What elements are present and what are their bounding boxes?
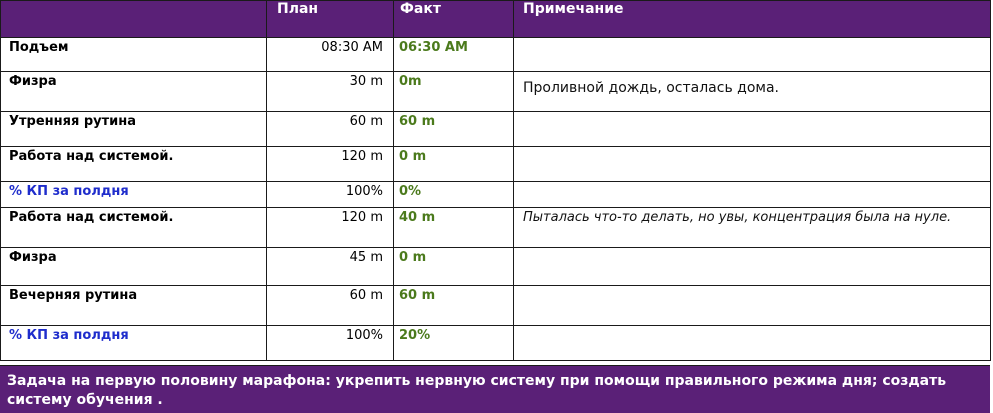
plan-cell[interactable] xyxy=(267,208,394,248)
note-cell[interactable] xyxy=(514,326,991,361)
fact-cell[interactable] xyxy=(394,72,514,112)
note-cell[interactable] xyxy=(514,286,991,326)
fact-value: 20% xyxy=(399,328,431,343)
note-text xyxy=(514,38,990,40)
table-row xyxy=(1,38,991,72)
activity-cell[interactable] xyxy=(1,286,267,326)
activity-name: % КП за полдня xyxy=(9,184,129,199)
plan-value: 30 m xyxy=(349,74,383,89)
plan-cell[interactable] xyxy=(267,147,394,182)
activity-name: Подъем xyxy=(9,40,69,55)
fact-value: 60 m xyxy=(399,288,436,303)
plan-value: 60 m xyxy=(349,114,383,129)
activity-cell[interactable] xyxy=(1,72,267,112)
plan-value: 120 m xyxy=(341,210,383,225)
activity-name: Вечерняя рутина xyxy=(9,288,138,303)
fact-value: 60 m xyxy=(399,114,436,129)
plan-value: 45 m xyxy=(349,250,383,265)
note-text xyxy=(514,326,990,328)
plan-cell[interactable] xyxy=(267,248,394,286)
activity-cell[interactable] xyxy=(1,147,267,182)
fact-value: 06:30 AM xyxy=(399,40,468,55)
note-cell[interactable] xyxy=(514,208,991,248)
activity-cell[interactable] xyxy=(1,182,267,208)
activity-name: Физра xyxy=(9,250,57,265)
note-text: Пыталась что-то делать, но увы, концентрация была на нуле. xyxy=(523,210,952,225)
table-row xyxy=(1,286,991,326)
fact-cell[interactable] xyxy=(394,208,514,248)
table-row xyxy=(1,112,991,147)
table-row xyxy=(1,182,991,208)
fact-cell[interactable] xyxy=(394,38,514,72)
activity-cell[interactable] xyxy=(1,326,267,361)
header-note: Примечание xyxy=(514,1,991,38)
plan-value: 120 m xyxy=(341,149,383,164)
activity-name: Работа над системой. xyxy=(9,210,174,225)
fact-cell[interactable] xyxy=(394,248,514,286)
activity-cell[interactable] xyxy=(1,208,267,248)
plan-cell[interactable] xyxy=(267,38,394,72)
activity-cell[interactable] xyxy=(1,38,267,72)
activity-name: Физра xyxy=(9,74,57,89)
plan-value: 100% xyxy=(345,328,383,343)
note-text xyxy=(514,286,990,288)
fact-cell[interactable] xyxy=(394,182,514,208)
header-plan: План xyxy=(267,1,394,38)
fact-cell[interactable] xyxy=(394,147,514,182)
marathon-goal-banner: Задача на первую половину марафона: укрепить нервную систему при помощи правильного режима дня; создать систему обучения . xyxy=(0,365,990,413)
fact-value: 0% xyxy=(399,184,422,199)
activity-cell[interactable] xyxy=(1,112,267,147)
plan-value: 100% xyxy=(345,184,383,199)
fact-value: 0 m xyxy=(399,149,427,164)
plan-cell[interactable] xyxy=(267,326,394,361)
note-cell[interactable] xyxy=(514,147,991,182)
table-row xyxy=(1,147,991,182)
fact-value: 0 m xyxy=(399,250,427,265)
fact-cell[interactable] xyxy=(394,112,514,147)
note-cell[interactable] xyxy=(514,248,991,286)
note-text xyxy=(514,248,990,250)
plan-cell[interactable] xyxy=(267,112,394,147)
header-activity-cell xyxy=(1,1,267,38)
note-text: Проливной дождь, осталась дома. xyxy=(523,80,779,96)
fact-cell[interactable] xyxy=(394,286,514,326)
plan-value: 08:30 AM xyxy=(321,40,383,55)
activity-name: Работа над системой. xyxy=(9,149,174,164)
note-text xyxy=(514,147,990,149)
plan-cell[interactable] xyxy=(267,182,394,208)
header-fact: Факт xyxy=(394,1,514,38)
fact-cell[interactable] xyxy=(394,326,514,361)
fact-value: 40 m xyxy=(399,210,436,225)
table-row xyxy=(1,326,991,361)
table-row xyxy=(1,72,991,112)
note-cell[interactable] xyxy=(514,72,991,112)
note-cell[interactable] xyxy=(514,38,991,72)
table-row xyxy=(1,248,991,286)
table-row xyxy=(1,208,991,248)
activity-name: Утренняя рутина xyxy=(9,114,137,129)
note-cell[interactable] xyxy=(514,182,991,208)
plan-cell[interactable] xyxy=(267,286,394,326)
activity-name: % КП за полдня xyxy=(9,328,129,343)
note-text xyxy=(514,182,990,184)
fact-value: 0m xyxy=(399,74,422,89)
note-cell[interactable] xyxy=(514,112,991,147)
plan-value: 60 m xyxy=(349,288,383,303)
note-text xyxy=(514,112,990,114)
table-header-row xyxy=(1,1,991,38)
activity-cell[interactable] xyxy=(1,248,267,286)
plan-cell[interactable] xyxy=(267,72,394,112)
